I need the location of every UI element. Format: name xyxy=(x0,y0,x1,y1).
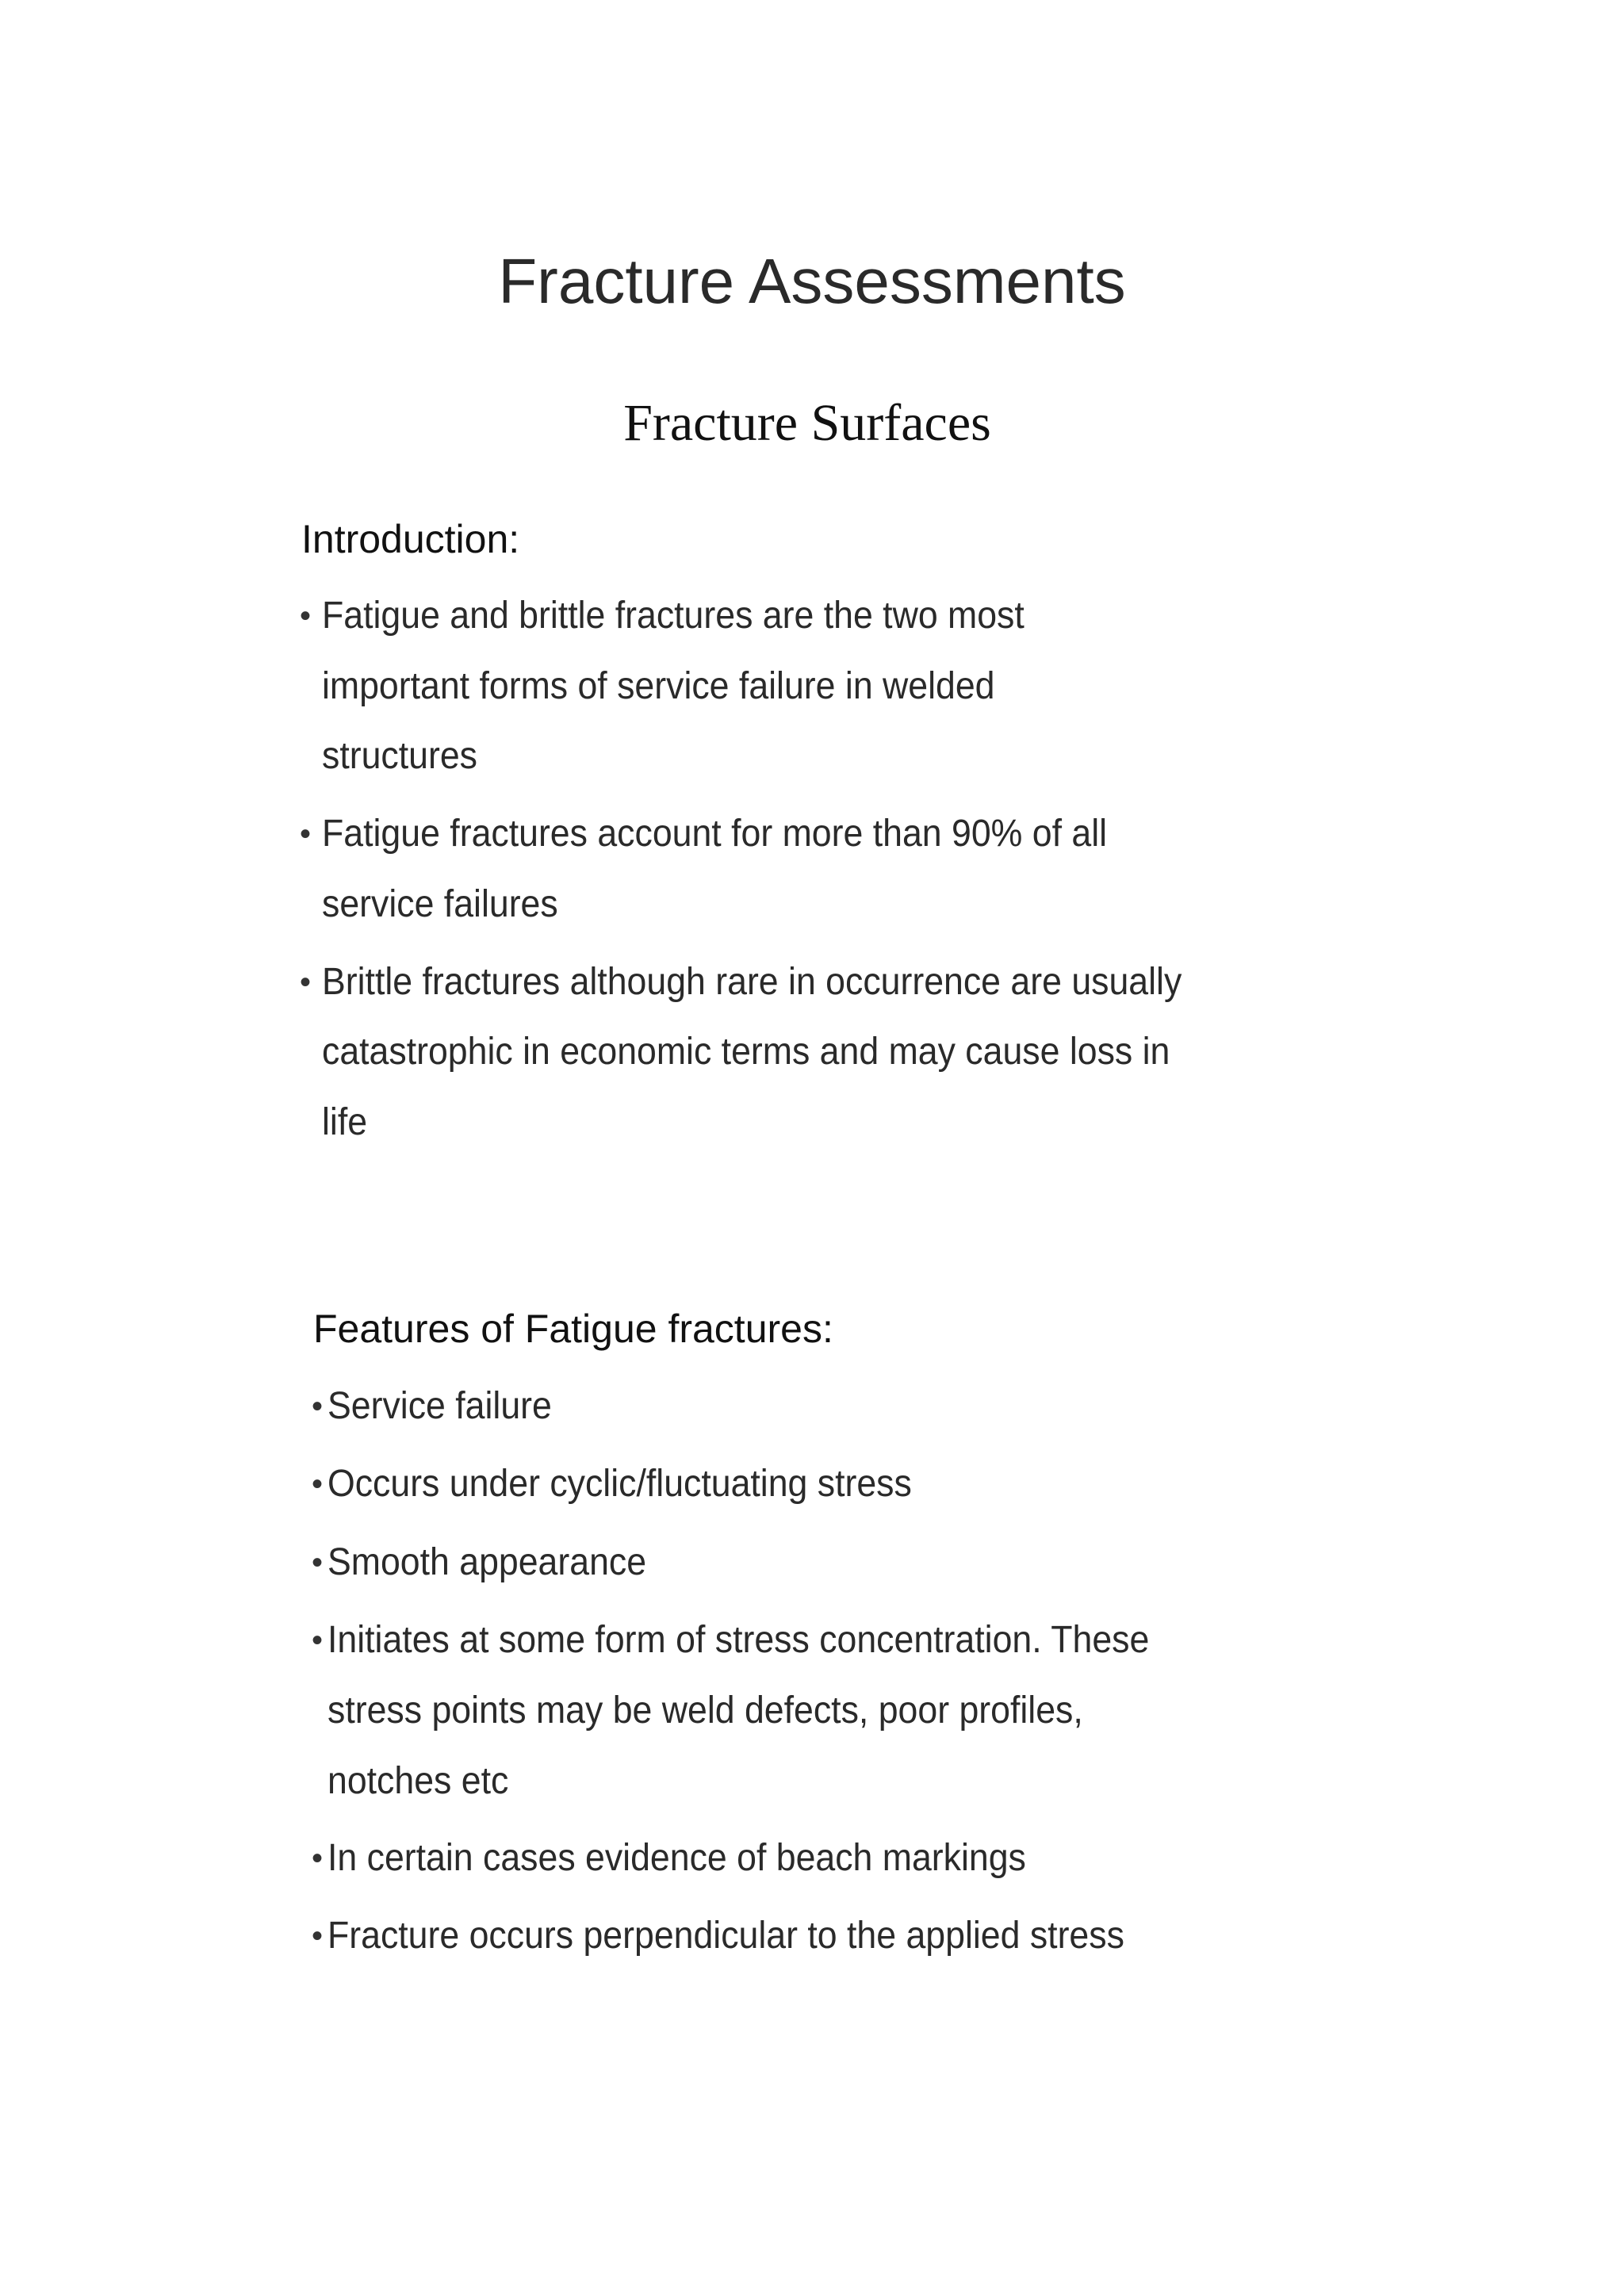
page-title: Fracture Assessments xyxy=(498,246,1126,316)
bullet-icon: • xyxy=(300,599,312,633)
bullet-icon: • xyxy=(300,817,312,851)
bullet-icon: • xyxy=(312,1545,324,1580)
bullet-icon: • xyxy=(312,1623,324,1658)
intro-bullet-1-line-2: important forms of service failure in welded xyxy=(322,665,995,707)
bullet-icon: • xyxy=(312,1467,324,1502)
section-title: Fracture Surfaces xyxy=(623,394,991,452)
features-heading: Features of Fatigue fractures: xyxy=(313,1307,833,1351)
feature-bullet-3: Smooth appearance xyxy=(327,1541,647,1583)
feature-bullet-5: In certain cases evidence of beach markings xyxy=(327,1837,1026,1879)
feature-bullet-1: Service failure xyxy=(327,1385,552,1427)
bullet-icon: • xyxy=(312,1841,324,1876)
feature-bullet-4-line-3: notches etc xyxy=(327,1760,509,1802)
feature-bullet-2: Occurs under cyclic/fluctuating stress xyxy=(327,1463,912,1505)
intro-bullet-3-line-1: Brittle fractures although rare in occurrence are usually xyxy=(322,961,1182,1003)
introduction-heading: Introduction: xyxy=(301,517,520,561)
feature-bullet-4-line-2: stress points may be weld defects, poor profiles, xyxy=(327,1689,1083,1732)
bullet-icon: • xyxy=(300,965,312,1000)
bullet-icon: • xyxy=(312,1919,324,1954)
feature-bullet-6: Fracture occurs perpendicular to the applied stress xyxy=(327,1915,1124,1957)
intro-bullet-2-line-1: Fatigue fractures account for more than 90% of all xyxy=(322,813,1108,855)
feature-bullet-4-line-1: Initiates at some form of stress concentration. These xyxy=(327,1619,1150,1661)
intro-bullet-1-line-3: structures xyxy=(322,735,477,777)
intro-bullet-1-line-1: Fatigue and brittle fractures are the two most xyxy=(322,595,1025,637)
bullet-icon: • xyxy=(312,1389,324,1424)
intro-bullet-3-line-2: catastrophic in economic terms and may cause loss in xyxy=(322,1031,1170,1073)
intro-bullet-3-line-3: life xyxy=(322,1101,368,1143)
intro-bullet-2-line-2: service failures xyxy=(322,883,558,925)
